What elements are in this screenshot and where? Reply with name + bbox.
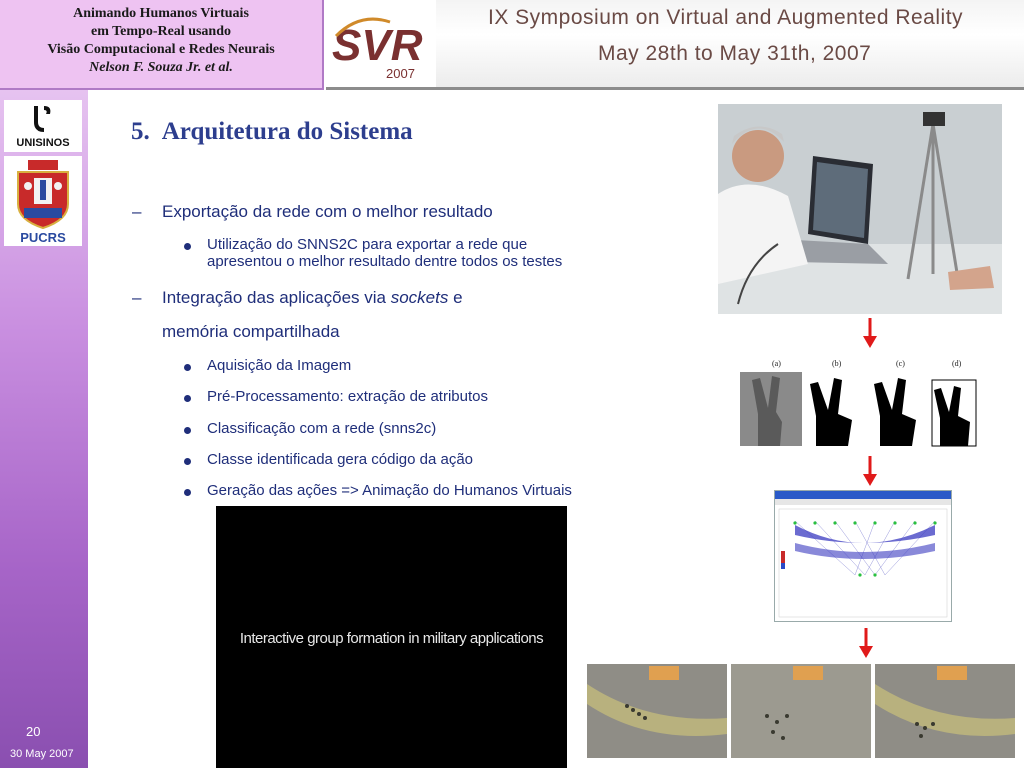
svr-logo-text: SVR [332, 21, 423, 70]
sub-bullet-class-code: Classe identificada gera código da ação [184, 451, 704, 471]
bullet-export [132, 202, 493, 222]
video-caption: Interactive group formation in military applications [239, 630, 544, 647]
author: Nelson F. Souza Jr. et al. [89, 60, 233, 75]
bullet-integration-text: Integração das aplicações via [162, 288, 391, 307]
title-line-2: em Tempo-Real usando [90, 24, 232, 39]
sub-bullet-snns2c-line2: apresentou o melhor resultado dentre todos os testes [207, 253, 563, 270]
bullet-integration [132, 288, 463, 308]
sub-bullet-classification: Classificação com a rede (snns2c) [184, 420, 704, 440]
svg-text:UNISINOS: UNISINOS [16, 137, 70, 149]
unisinos-logo [4, 100, 82, 152]
hand-label-d: (d) [952, 359, 962, 368]
dash-marker: – [132, 202, 142, 221]
title-line-1: Animando Humanos Virtuais [73, 6, 249, 21]
neural-network-screenshot [774, 490, 952, 622]
bullet-dot [184, 243, 191, 250]
hand-label-c: (c) [896, 359, 905, 368]
banner-dates: May 28th to May 31th, 2007 [598, 42, 872, 65]
bullet-integration-text-end: e [448, 288, 463, 307]
sub-bullet-snns2c-line1: Utilização do SNNS2C para exportar a rede que [207, 236, 528, 253]
slide-number: 20 [26, 724, 41, 739]
bullet-dot [184, 458, 191, 465]
title-line-3: Visão Computacional e Redes Neurais [47, 42, 275, 57]
section-title: Arquitetura do Sistema [161, 118, 413, 145]
sub-bullet-animation: Geração das ações => Animação do Humanos Virtuais [184, 482, 704, 502]
hand-label-b: (b) [832, 359, 842, 368]
svg-text:PUCRS: PUCRS [20, 230, 66, 245]
user-laptop-photo [718, 104, 1002, 314]
svr-logo-year: 2007 [386, 66, 415, 81]
pucrs-crest-icon [4, 156, 82, 246]
flow-arrow-icon [860, 318, 880, 350]
bullet-dot [184, 427, 191, 434]
section-number: 5. [131, 118, 150, 145]
unisinos-emblem-icon [4, 100, 82, 152]
bullet-dot [184, 489, 191, 496]
pucrs-logo [4, 156, 82, 246]
bullet-export-text: Exportação da rede com o melhor resultado [162, 202, 493, 221]
virtual-humans-render-strip [587, 664, 1015, 758]
hand-silhouettes-figure [736, 356, 992, 448]
presentation-title [0, 0, 324, 90]
hand-label-a: (a) [772, 359, 781, 368]
dash-marker: – [132, 288, 142, 307]
slide-date: 30 May 2007 [10, 748, 74, 760]
slide-heading [131, 118, 413, 146]
bullet-dot [184, 395, 191, 402]
video-player[interactable] [216, 506, 567, 768]
sub-bullet-snns2c [184, 236, 704, 276]
bullet-integration-line2: memória compartilhada [162, 322, 340, 341]
symposium-banner [326, 0, 1024, 90]
flow-arrow-icon [860, 456, 880, 488]
sub-bullet-acquisition: Aquisição da Imagem [184, 357, 704, 377]
flow-arrow-icon [856, 628, 876, 660]
sub-bullet-preprocessing: Pré-Processamento: extração de atributos [184, 388, 704, 408]
bullet-integration-sockets: sockets [390, 288, 449, 307]
bullet-dot [184, 364, 191, 371]
banner-title: IX Symposium on Virtual and Augmented Reality [488, 6, 964, 29]
svr-logo [330, 8, 434, 82]
